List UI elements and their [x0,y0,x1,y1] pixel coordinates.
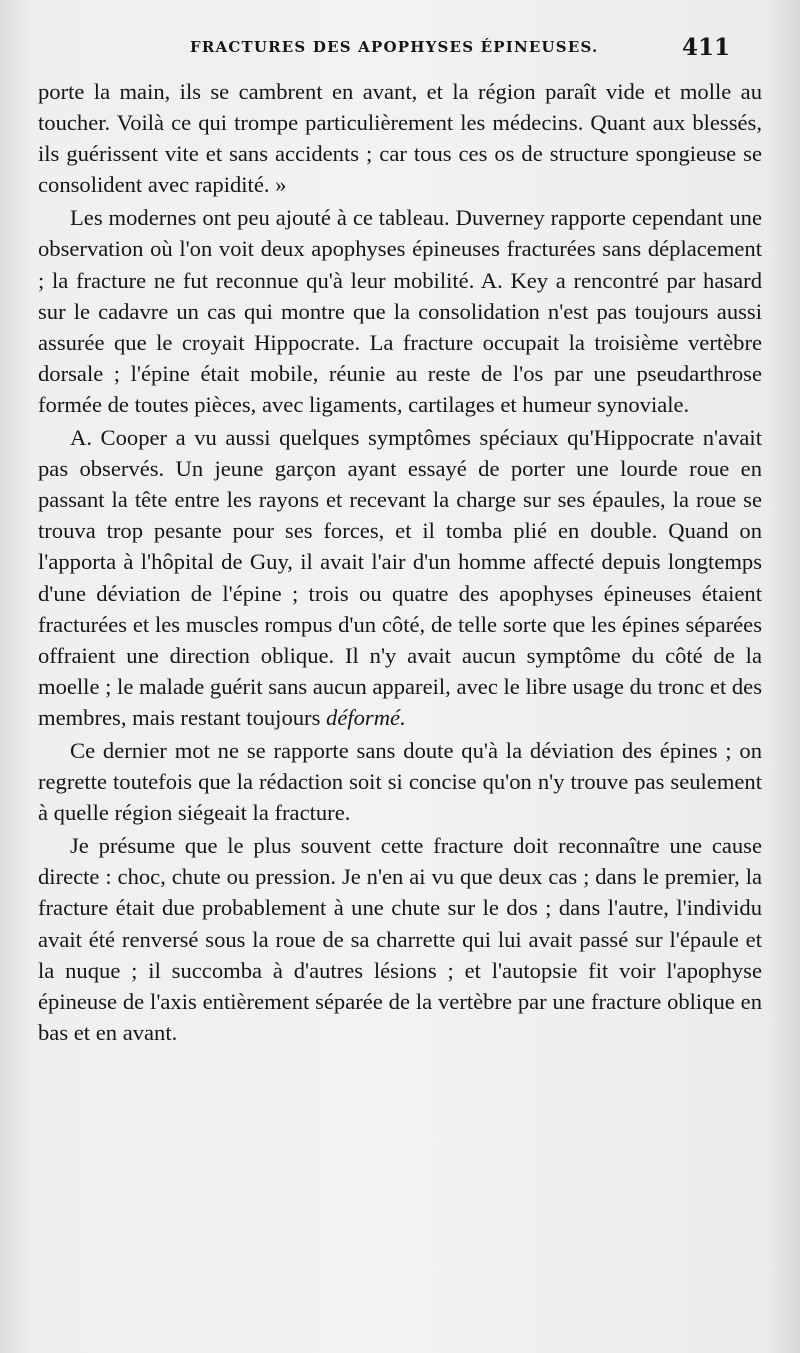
page-body [38,76,762,1048]
running-head: FRACTURES DES APOPHYSES ÉPINEUSES. [190,38,599,56]
paragraph-5: Je présume que le plus souvent cette fracture doit reconnaître une cause directe : choc, chute ou pression. Je n'en ai vu que deux cas ; dans le premier, la fracture était due probablement à une chute sur le dos ; dans l'autre, l'individu avait été renversé sous la roue de sa charrette qui lui avait passé sur l'épaule et la nuque ; il succomba à d'autres lésions ; et l'autopsie fit voir l'apophyse épineuse de l'axis entièrement séparée de la vertèbre par une fracture oblique en bas et en avant. [38,833,762,1045]
italic-word: déformé. [326,704,406,730]
page-header [40,34,730,64]
paragraph-2: Les modernes ont peu ajouté à ce tableau. Duverney rapporte cependant une observation où l'on voit deux apophyses épineuses fracturées sans déplacement ; la fracture ne fut reconnue qu'à leur mobilité. A. Key a rencontré par hasard sur le cadavre un cas qui montre que la consolidation n'est pas toujours aussi assurée que le croyait Hippocrate. La fracture occupait la troisième vertèbre dorsale ; l'épine était mobile, réunie au reste de l'os par une pseudarthrose formée de toutes pièces, avec ligaments, cartilages et humeur synoviale. [38,205,762,417]
paragraph-3-text: A. Cooper a vu aussi quelques symptômes spéciaux qu'Hippocrate n'avait pas observés. Un jeune garçon ayant essayé de porter une lourde roue en passant la tête entre les rayons et recevant la charge sur ses épaules, la roue se trouva trop pesante pour ses forces, et il tomba plié en double. Quand on l'apporta à l'hôpital de Guy, il avait l'air d'un homme affecté depuis longtemps d'une déviation de l'épine ; trois ou quatre des apophyses épineuses étaient fracturées et les muscles rompus d'un côté, de telle sorte que les épines séparées offraient une direction oblique. Il n'y avait aucun symptôme du côté de la moelle ; le malade guérit sans aucun appareil, avec le libre usage du tronc et des membres, mais restant toujours [38,425,762,730]
paragraph-1: porte la main, ils se cambrent en avant, et la région paraît vide et molle au toucher. Voilà ce qui trompe particulièrement les médecins. Quant aux blessés, ils guérissent vite et sans accidents ; car tous ces os de structure spongieuse se consolident avec rapidité. » [38,79,762,198]
page-number: 411 [681,34,730,61]
paragraph-3 [38,422,762,733]
paragraph-4: Ce dernier mot ne se rapporte sans doute qu'à la déviation des épines ; on regrette toutefois que la rédaction soit si concise qu'on n'y trouve pas seulement à quelle région siégeait la fracture. [38,737,762,826]
